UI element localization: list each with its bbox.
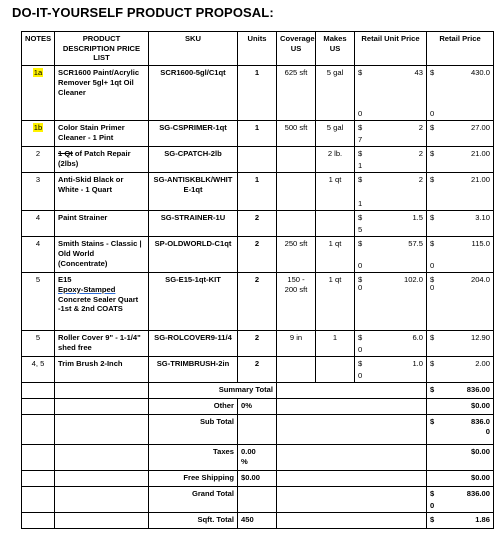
table-row xyxy=(22,121,494,147)
makes-cell: 5 gal xyxy=(316,66,355,121)
grand-total-value: 836.00 xyxy=(466,489,490,499)
makes-cell: 1 qt xyxy=(316,237,355,273)
currency-symbol: $ xyxy=(430,385,435,395)
subtotal-row xyxy=(22,415,494,445)
unit-price-value: 43 xyxy=(414,68,423,78)
description-text: Concrete Sealer Quart -1st & 2nd COATS xyxy=(58,294,139,314)
shipping-amount: $0.00 xyxy=(238,471,277,487)
empty-cell xyxy=(277,415,427,445)
table-row xyxy=(22,211,494,237)
coverage-cell xyxy=(277,211,316,237)
currency-symbol: $ xyxy=(430,213,435,223)
unit-price-value: 2 xyxy=(418,123,423,133)
retail-price-cell xyxy=(427,237,494,273)
unit-price-value: 1.0 xyxy=(412,359,423,369)
makes-cell: 1 qt xyxy=(316,173,355,211)
currency-symbol: $ xyxy=(430,489,435,499)
coverage-cell: 9 in xyxy=(277,331,316,357)
currency-symbol: $ xyxy=(430,275,435,285)
grand-total-wrap: 0 xyxy=(430,501,435,511)
taxes-percent-sign: % xyxy=(241,456,248,466)
retail-price-cell xyxy=(427,211,494,237)
description-cell: Color Stain Primer Cleaner - 1 Pint xyxy=(55,121,149,147)
retail-price-value: 3.10 xyxy=(475,213,490,223)
table-row xyxy=(22,66,494,121)
subtotal-label: Sub Total xyxy=(149,415,238,445)
taxes-row xyxy=(22,445,494,471)
unit-price-cell xyxy=(355,211,427,237)
header-units: Units xyxy=(238,32,277,66)
note-highlight: 1a xyxy=(33,68,43,78)
retail-price-wrap: 0 xyxy=(430,283,435,293)
currency-symbol: $ xyxy=(358,149,363,159)
currency-symbol: $ xyxy=(358,123,363,133)
struck-text: Epoxy-Stamped xyxy=(58,284,116,294)
sku-cell: SG-ANTISKBLK/WHITE-1qt xyxy=(149,173,238,211)
units-cell: 2 xyxy=(238,331,277,357)
unit-price-value: 1.5 xyxy=(412,213,423,223)
taxes-percent: 0.00 xyxy=(241,447,256,457)
note-cell: 5 xyxy=(22,273,55,331)
unit-price-value: 102.0 xyxy=(403,275,423,285)
empty-cell xyxy=(22,513,55,529)
currency-symbol: $ xyxy=(358,359,363,369)
empty-cell xyxy=(55,445,149,471)
currency-symbol: $ xyxy=(358,213,363,223)
note-cell xyxy=(22,66,55,121)
currency-symbol: $ xyxy=(430,359,435,369)
header-description: PRODUCT DESCRIPTION PRICE LIST xyxy=(55,32,149,66)
description-cell: Anti-Skid Black or White - 1 Quart xyxy=(55,173,149,211)
header-coverage: Coverage US xyxy=(277,32,316,66)
struck-text: 1 Qt xyxy=(58,149,73,159)
unit-price-cell xyxy=(355,147,427,173)
empty-cell xyxy=(22,383,55,399)
other-row xyxy=(22,399,494,415)
other-percent: 0% xyxy=(238,399,277,415)
grand-total-label: Grand Total xyxy=(149,487,238,513)
summary-total-label: Summary Total xyxy=(149,383,277,399)
note-cell: 4, 5 xyxy=(22,357,55,383)
note-cell: 2 xyxy=(22,147,55,173)
makes-cell xyxy=(316,357,355,383)
unit-price-wrap: 7 xyxy=(358,135,363,145)
header-notes: NOTES xyxy=(22,32,55,66)
description-cell: Paint Strainer xyxy=(55,211,149,237)
coverage-cell xyxy=(277,173,316,211)
currency-symbol: $ xyxy=(430,333,435,343)
sqft-total-row xyxy=(22,513,494,529)
sku-cell: SG-E15-1qt-KIT xyxy=(149,273,238,331)
unit-price-wrap: 0 xyxy=(358,109,363,119)
header-makes: Makes US xyxy=(316,32,355,66)
unit-price-cell xyxy=(355,273,427,331)
empty-cell xyxy=(277,471,427,487)
makes-cell: 5 gal xyxy=(316,121,355,147)
sku-cell: SP-OLDWORLD-C1qt xyxy=(149,237,238,273)
page-title: DO-IT-YOURSELF PRODUCT PROPOSAL: xyxy=(12,5,274,20)
proposal-table xyxy=(21,31,494,529)
currency-symbol: $ xyxy=(358,275,363,285)
currency-symbol: $ xyxy=(430,417,435,427)
table-row xyxy=(22,237,494,273)
sqft-total-label: Sqft. Total xyxy=(149,513,238,529)
table-row xyxy=(22,357,494,383)
makes-cell: 1 xyxy=(316,331,355,357)
sku-cell: SG-CSPRIMER-1qt xyxy=(149,121,238,147)
currency-symbol: $ xyxy=(430,149,435,159)
retail-price-value: 204.0 xyxy=(470,275,490,285)
empty-cell xyxy=(277,383,427,399)
retail-price-wrap: 0 xyxy=(430,109,435,119)
empty-cell xyxy=(55,383,149,399)
other-label: Other xyxy=(149,399,238,415)
makes-cell: 1 qt xyxy=(316,273,355,331)
taxes-label: Taxes xyxy=(149,445,238,471)
empty-cell xyxy=(22,471,55,487)
empty-cell xyxy=(55,415,149,445)
retail-price-cell xyxy=(427,147,494,173)
unit-price-value: 6.0 xyxy=(412,333,423,343)
description-cell xyxy=(55,273,149,331)
note-cell: 4 xyxy=(22,237,55,273)
currency-symbol: $ xyxy=(358,239,363,249)
unit-price-wrap: 0 xyxy=(358,283,363,293)
note-highlight: 1b xyxy=(33,123,43,133)
retail-price-wrap: 0 xyxy=(430,261,435,271)
retail-price-cell xyxy=(427,357,494,383)
note-cell: 4 xyxy=(22,211,55,237)
coverage-cell: 625 sft xyxy=(277,66,316,121)
retail-price-cell xyxy=(427,173,494,211)
sku-cell: SG-TRIMBRUSH-2in xyxy=(149,357,238,383)
units-cell: 1 xyxy=(238,66,277,121)
empty-cell xyxy=(277,399,427,415)
currency-symbol: $ xyxy=(430,515,435,525)
table-row xyxy=(22,173,494,211)
table-row xyxy=(22,331,494,357)
sqft-units: 450 xyxy=(238,513,277,529)
unit-price-cell xyxy=(355,173,427,211)
table-row xyxy=(22,147,494,173)
coverage-cell: 150 - 200 sft xyxy=(277,273,316,331)
description-text: E15 xyxy=(58,275,72,285)
unit-price-cell xyxy=(355,66,427,121)
empty-cell xyxy=(22,487,55,513)
sqft-total-value: 1.86 xyxy=(475,515,490,525)
empty-cell xyxy=(55,513,149,529)
summary-total-value: 836.00 xyxy=(466,385,490,395)
empty-cell xyxy=(277,445,427,471)
sku-cell: SG-STRAINER-1U xyxy=(149,211,238,237)
retail-price-value: 21.00 xyxy=(470,149,490,159)
units-cell xyxy=(238,147,277,173)
grand-total-row xyxy=(22,487,494,513)
empty-cell xyxy=(238,487,277,513)
unit-price-value: 2 xyxy=(418,149,423,159)
subtotal-value: 836.0 xyxy=(470,417,490,427)
shipping-row xyxy=(22,471,494,487)
empty-cell xyxy=(238,415,277,445)
empty-cell xyxy=(277,513,427,529)
description-text: of Patch Repair (2lbs) xyxy=(58,149,131,168)
note-cell: 5 xyxy=(22,331,55,357)
empty-cell xyxy=(55,487,149,513)
coverage-cell: 500 sft xyxy=(277,121,316,147)
taxes-value: $0.00 xyxy=(427,445,494,471)
empty-cell xyxy=(22,415,55,445)
retail-price-value: 12.90 xyxy=(470,333,490,343)
empty-cell xyxy=(277,487,427,513)
sku-cell: SCR1600-5gl/C1qt xyxy=(149,66,238,121)
unit-price-wrap: 0 xyxy=(358,345,363,355)
currency-symbol: $ xyxy=(430,123,435,133)
retail-price-cell xyxy=(427,273,494,331)
grand-total-cell xyxy=(427,487,494,513)
summary-total-cell xyxy=(427,383,494,399)
summary-total-row xyxy=(22,383,494,399)
sku-cell: SG-ROLCOVER9-11/4 xyxy=(149,331,238,357)
unit-price-wrap: 1 xyxy=(358,161,363,171)
unit-price-value: 2 xyxy=(418,175,423,185)
currency-symbol: $ xyxy=(430,175,435,185)
currency-symbol: $ xyxy=(358,333,363,343)
taxes-percent-cell xyxy=(238,445,277,471)
currency-symbol: $ xyxy=(430,239,435,249)
header-unit-price: Retail Unit Price xyxy=(355,32,427,66)
header-sku: SKU xyxy=(149,32,238,66)
makes-cell xyxy=(316,211,355,237)
coverage-cell: 250 sft xyxy=(277,237,316,273)
subtotal-wrap: 0 xyxy=(485,426,490,436)
empty-cell xyxy=(22,399,55,415)
units-cell: 2 xyxy=(238,357,277,383)
note-cell: 3 xyxy=(22,173,55,211)
units-cell: 1 xyxy=(238,121,277,147)
currency-symbol: $ xyxy=(358,175,363,185)
retail-price-value: 115.0 xyxy=(471,239,490,249)
empty-cell xyxy=(22,445,55,471)
units-cell: 2 xyxy=(238,211,277,237)
unit-price-wrap: 5 xyxy=(358,225,363,235)
unit-price-wrap: 0 xyxy=(358,371,363,381)
note-cell xyxy=(22,121,55,147)
retail-price-cell xyxy=(427,121,494,147)
unit-price-cell xyxy=(355,331,427,357)
retail-price-value: 27.00 xyxy=(470,123,490,133)
other-value: $0.00 xyxy=(427,399,494,415)
empty-cell xyxy=(55,399,149,415)
description-cell: Trim Brush 2-Inch xyxy=(55,357,149,383)
table-row xyxy=(22,273,494,331)
coverage-cell xyxy=(277,357,316,383)
subtotal-cell xyxy=(427,415,494,445)
shipping-label: Free Shipping xyxy=(149,471,238,487)
units-cell: 2 xyxy=(238,237,277,273)
retail-price-value: 2.00 xyxy=(475,359,490,369)
retail-price-cell xyxy=(427,66,494,121)
currency-symbol: $ xyxy=(430,68,435,78)
header-retail-price: Retail Price xyxy=(427,32,494,66)
unit-price-value: 57.5 xyxy=(408,239,423,249)
retail-price-value: 430.0 xyxy=(470,68,490,78)
description-cell xyxy=(55,147,149,173)
description-cell: Roller Cover 9" - 1-1/4" shed free xyxy=(55,331,149,357)
currency-symbol: $ xyxy=(358,68,363,78)
unit-price-wrap: 0 xyxy=(358,261,363,271)
units-cell: 1 xyxy=(238,173,277,211)
header-row xyxy=(22,32,494,66)
sku-cell: SG-CPATCH-2lb xyxy=(149,147,238,173)
unit-price-wrap: 1 xyxy=(358,199,363,209)
units-cell: 2 xyxy=(238,273,277,331)
shipping-value: $0.00 xyxy=(427,471,494,487)
retail-price-cell xyxy=(427,331,494,357)
description-cell: SCR1600 Paint/Acrylic Remover 5gl+ 1qt Oil Cleaner xyxy=(55,66,149,121)
empty-cell xyxy=(55,471,149,487)
makes-cell: 2 lb. xyxy=(316,147,355,173)
retail-price-value: 21.00 xyxy=(470,175,490,185)
coverage-cell xyxy=(277,147,316,173)
sqft-total-cell xyxy=(427,513,494,529)
unit-price-cell xyxy=(355,237,427,273)
unit-price-cell xyxy=(355,121,427,147)
description-cell: Smith Stains - Classic | Old World (Concentrate) xyxy=(55,237,149,273)
unit-price-cell xyxy=(355,357,427,383)
